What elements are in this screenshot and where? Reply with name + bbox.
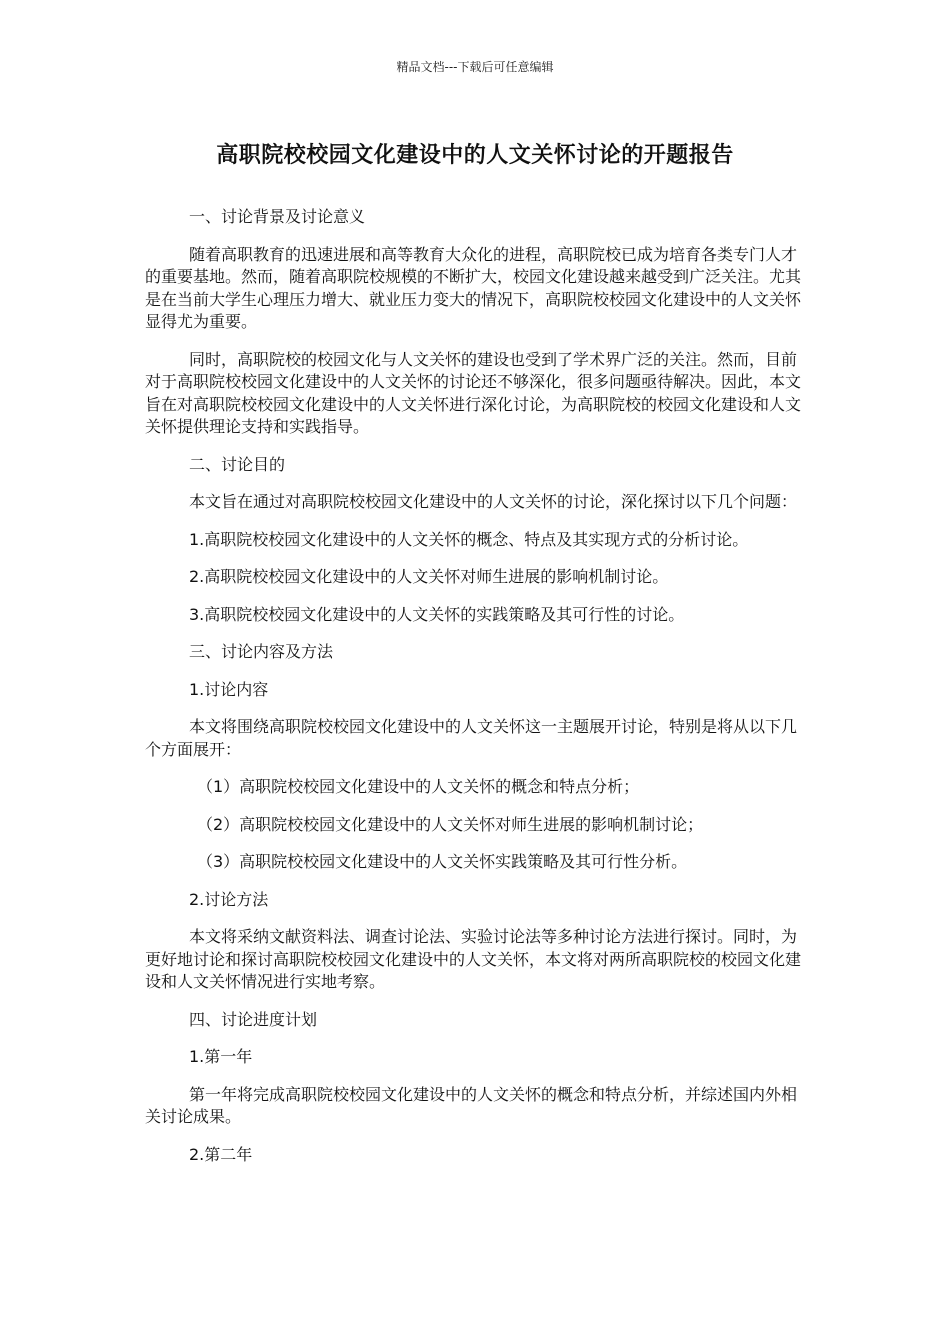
subheading-year-2: 2.第二年: [189, 1144, 253, 1164]
paragraph-background-1: 随着高职教育的迅速进展和高等教育大众化的进程，高职院校已成为培育各类专门人才的重要基地。然而，随着高职院校规模的不断扩大，校园文化建设越来越受到广泛关注。尤其是在当前大学生心理压力增大、就业压力变大的情况下，高职院校校园文化建设中的人文关怀显得尤为重要。: [145, 244, 802, 331]
document-title: 高职院校校园文化建设中的人文关怀讨论的开题报告: [216, 143, 734, 168]
list-item-content-3: （3）高职院校校园文化建设中的人文关怀实践策略及其可行性分析。: [197, 852, 688, 871]
list-item-purpose-1: 1.高职院校校园文化建设中的人文关怀的概念、特点及其实现方式的分析讨论。: [189, 529, 749, 549]
subheading-content: 1.讨论内容: [189, 679, 269, 699]
subheading-method: 2.讨论方法: [189, 889, 269, 909]
header-note: 精品文档---下载后可任意编辑: [396, 60, 554, 74]
section-heading-content-method: 三、讨论内容及方法: [189, 642, 334, 661]
list-item-purpose-2: 2.高职院校校园文化建设中的人文关怀对师生进展的影响机制讨论。: [189, 567, 669, 586]
section-heading-background: 一、讨论背景及讨论意义: [189, 207, 366, 226]
list-item-purpose-3: 3.高职院校校园文化建设中的人文关怀的实践策略及其可行性的讨论。: [189, 604, 685, 624]
paragraph-purpose-intro: 本文旨在通过对高职院校校园文化建设中的人文关怀的讨论，深化探讨以下几个问题：: [189, 492, 798, 511]
document-body: [145, 206, 807, 1181]
section-heading-schedule: 四、讨论进度计划: [189, 1009, 318, 1029]
list-item-content-2: （2）高职院校校园文化建设中的人文关怀对师生进展的影响机制讨论；: [197, 814, 704, 834]
list-item-content-1: （1）高职院校校园文化建设中的人文关怀的概念和特点分析；: [197, 777, 640, 796]
paragraph-content-intro: 本文将围绕高职院校校园文化建设中的人文关怀这一主题展开讨论，特别是将从以下几个方面展开：: [145, 717, 798, 759]
paragraph-year-1: 第一年将完成高职院校校园文化建设中的人文关怀的概念和特点分析，并综述国内外相关讨论成果。: [145, 1084, 798, 1126]
paragraph-method: 本文将采纳文献资料法、调查讨论法、实验讨论法等多种讨论方法进行探讨。同时，为更好地讨论和探讨高职院校校园文化建设中的人文关怀，本文将对两所高职院校的校园文化建设和人文关怀情况进行实地考察。: [145, 927, 802, 991]
paragraph-background-2: 同时，高职院校的校园文化与人文关怀的建设也受到了学术界广泛的关注。然而，目前对于高职院校校园文化建设中的人文关怀的讨论还不够深化，很多问题亟待解决。因此，本文旨在对高职院校校园文化建设中的人文关怀进行深化讨论，为高职院校的校园文化建设和人文关怀提供理论支持和实践指导。: [145, 349, 802, 436]
subheading-year-1: 1.第一年: [189, 1047, 253, 1066]
section-heading-purpose: 二、讨论目的: [189, 454, 286, 474]
